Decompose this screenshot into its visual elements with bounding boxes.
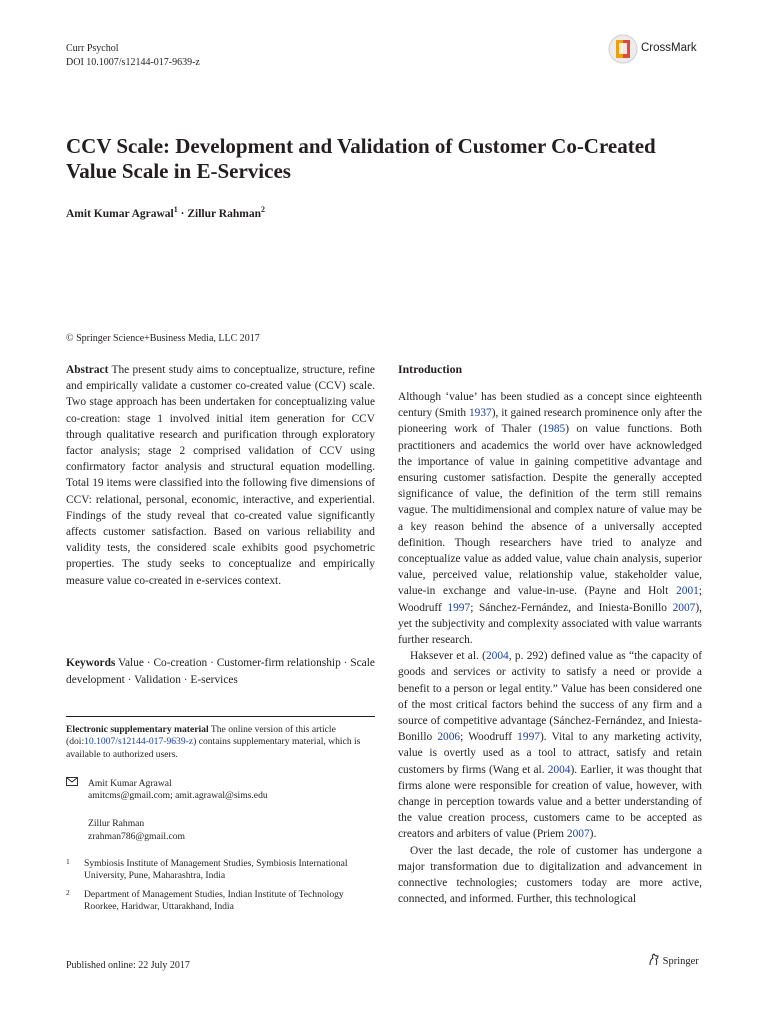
springer-horse-icon bbox=[648, 953, 660, 966]
springer-label: Springer bbox=[662, 956, 699, 967]
correspondence-email[interactable]: zrahman786@gmail.com bbox=[88, 830, 186, 842]
paragraph-text: Although ‘value’ has been studied as a concept since eighteenth century (Smith bbox=[398, 391, 702, 420]
author-affiliation-mark: 2 bbox=[260, 205, 265, 214]
journal-doi: DOI 10.1007/s12144-017-9639-z bbox=[66, 57, 200, 68]
esm-label: Electronic supplementary material bbox=[66, 724, 209, 735]
paragraph-text: ). Vital to any marketing activity, value is overtly used as a tool to attract, satisfy and retain customers by firms (Wang et al. bbox=[398, 731, 702, 776]
citation-link[interactable]: 1985 bbox=[542, 423, 566, 436]
abstract-label: Abstract bbox=[66, 364, 109, 376]
affiliation-item bbox=[66, 889, 375, 914]
citation-link[interactable]: 2001 bbox=[676, 585, 699, 598]
copyright-text: Springer Science+Business Media, LLC 2017 bbox=[76, 333, 260, 344]
paragraph-text: ). bbox=[589, 828, 597, 841]
crossmark-icon bbox=[608, 34, 638, 64]
author-name[interactable]: Zillur Rahman bbox=[187, 207, 261, 220]
affiliation-text: Department of Management Studies, Indian Institute of Technology Roorkee, Haridwar, Uttarakhand, India bbox=[84, 888, 344, 912]
journal-header bbox=[66, 42, 200, 70]
paragraph-text: , p. 292) defined value as “the capacity of goods and services or activity to satisfy a need or provide a benefit to a person or legal entity.” Value has been considered one of the most critical factors behind the success of any firm and a source of competitive advantage (Sánchez-Fernández, and Iniesta-Bonillo bbox=[398, 650, 702, 744]
citation-link[interactable]: 2004 bbox=[547, 763, 571, 776]
paragraph-text: ) on value functions. Both practitioners and academics the world over have acknowledged the importance of value in gaining competitive advantage and ensuring customer satisfaction. Despite the generally accepted significance of value, the definition of the term still remains vague. The multidimensional and complex nature of value may be a key reason behind the absence of a universally accepted definition. Though researchers have tried to analyze and conceptualize value as added value, value chain analysis, superior value, perceived value, relationship value, stakeholder value, value-in exchange and value-in-use. (Payne and Holt bbox=[398, 423, 703, 598]
affiliation-number: 1 bbox=[66, 857, 70, 867]
affiliation-item bbox=[66, 858, 375, 883]
paragraph-text: ), it gained research prominence only after the pioneering work of Thaler ( bbox=[398, 407, 702, 436]
footnote-block bbox=[66, 724, 375, 913]
esm-note bbox=[66, 724, 375, 761]
citation-link[interactable]: 2004 bbox=[485, 650, 509, 663]
crossmark-label: CrossMark bbox=[641, 42, 697, 54]
esm-text-before: The online version of this article (doi: bbox=[66, 724, 336, 748]
citation-link[interactable]: 1937 bbox=[468, 407, 492, 420]
correspondence-name: Amit Kumar Agrawal bbox=[88, 777, 172, 789]
author-list bbox=[66, 205, 265, 220]
springer-logo bbox=[648, 953, 699, 967]
correspondence-name: Zillur Rahman bbox=[88, 818, 145, 830]
abstract-text: The present study aims to conceptualize, structure, refine and empirically validate a customer co-created value (CCV) scale. Two stage approach has been undertaken for conceptualizing value co-creation: stage 1 involved initial item generation for CCV through qualitative research and purification through exploratory factor analysis; stage 2 comprised validation of CCV using confirmatory factor analysis and structural equation modelling. Total 19 items were classified into the following five dimensions of CCV: relational, personal, economic, interactive, and experiential. Findings of the study reveal that co-created value significantly affects customer satisfaction. Based on various reliability and validity tests, the considered scale exhibits good psychometric properties. The study seeks to conceptualize and empirically measure value co-created in e-services context. bbox=[66, 364, 375, 587]
citation-link[interactable]: 2006 bbox=[437, 731, 461, 744]
keywords bbox=[66, 655, 375, 689]
introduction-body bbox=[398, 389, 702, 908]
esm-text-after: ) contains supplementary material, which is available to authorized users. bbox=[66, 736, 361, 760]
footnote-divider bbox=[66, 716, 375, 717]
paragraph-text: ). Earlier, it was thought that firms alone were responsible for creation of value, however, with change in perception towards value and a better understanding of the value creation process, customers came to be accepted as creators and arbiters of value (Priem bbox=[398, 763, 702, 841]
keywords-text: Value · Co-creation · Customer-firm relationship · Scale development · Validation · E-services bbox=[66, 657, 375, 686]
esm-doi-link[interactable]: 10.1007/s12144-017-9639-z bbox=[84, 736, 194, 748]
paragraph bbox=[398, 648, 702, 842]
correspondence-block bbox=[66, 778, 375, 843]
paper-title: CCV Scale: Development and Validation of Customer Co-Created Value Scale in E-Services bbox=[66, 134, 656, 183]
author-name[interactable]: Amit Kumar Agrawal bbox=[66, 207, 174, 220]
author-affiliation-mark: 1 bbox=[173, 205, 178, 214]
envelope-icon bbox=[66, 777, 78, 790]
paragraph-text: ), yet the subjectivity and complexity associated with value warrants further research. bbox=[398, 601, 702, 647]
paragraph bbox=[398, 389, 702, 648]
keywords-label: Keywords bbox=[66, 657, 116, 669]
paragraph-text: ; Woodruff bbox=[398, 585, 702, 614]
paragraph-text: ; Sánchez-Fernández, and Iniesta-Bonillo bbox=[470, 601, 673, 614]
paragraph: Over the last decade, the role of customer has undergone a major transformation due to digitalization and advancement in connective technologies; customers today are more active, connected, and informed. Further, this technological bbox=[398, 844, 702, 906]
citation-link[interactable]: 1997 bbox=[517, 731, 540, 744]
crossmark-badge[interactable] bbox=[608, 34, 716, 64]
paragraph-text: Haksever et al. ( bbox=[410, 650, 486, 663]
paragraph-text: ; Woodruff bbox=[460, 731, 518, 744]
section-heading-introduction: Introduction bbox=[398, 362, 463, 376]
author-separator: · bbox=[180, 207, 185, 220]
correspondence-email[interactable]: amitcms@gmail.com; amit.agrawal@sims.edu bbox=[88, 790, 268, 802]
citation-link[interactable]: 2007 bbox=[672, 601, 696, 614]
copyright-icon: © bbox=[66, 333, 74, 344]
affiliation-number: 2 bbox=[66, 887, 70, 897]
abstract bbox=[66, 362, 375, 589]
citation-link[interactable]: 2007 bbox=[566, 828, 590, 841]
journal-name: Curr Psychol bbox=[66, 43, 119, 54]
copyright-notice bbox=[66, 333, 260, 344]
affiliation-text: Symbiosis Institute of Management Studies, Symbiosis International University, Pune, Maharashtra, India bbox=[84, 858, 348, 882]
published-date: Published online: 22 July 2017 bbox=[66, 960, 190, 971]
citation-link[interactable]: 1997 bbox=[447, 601, 471, 614]
